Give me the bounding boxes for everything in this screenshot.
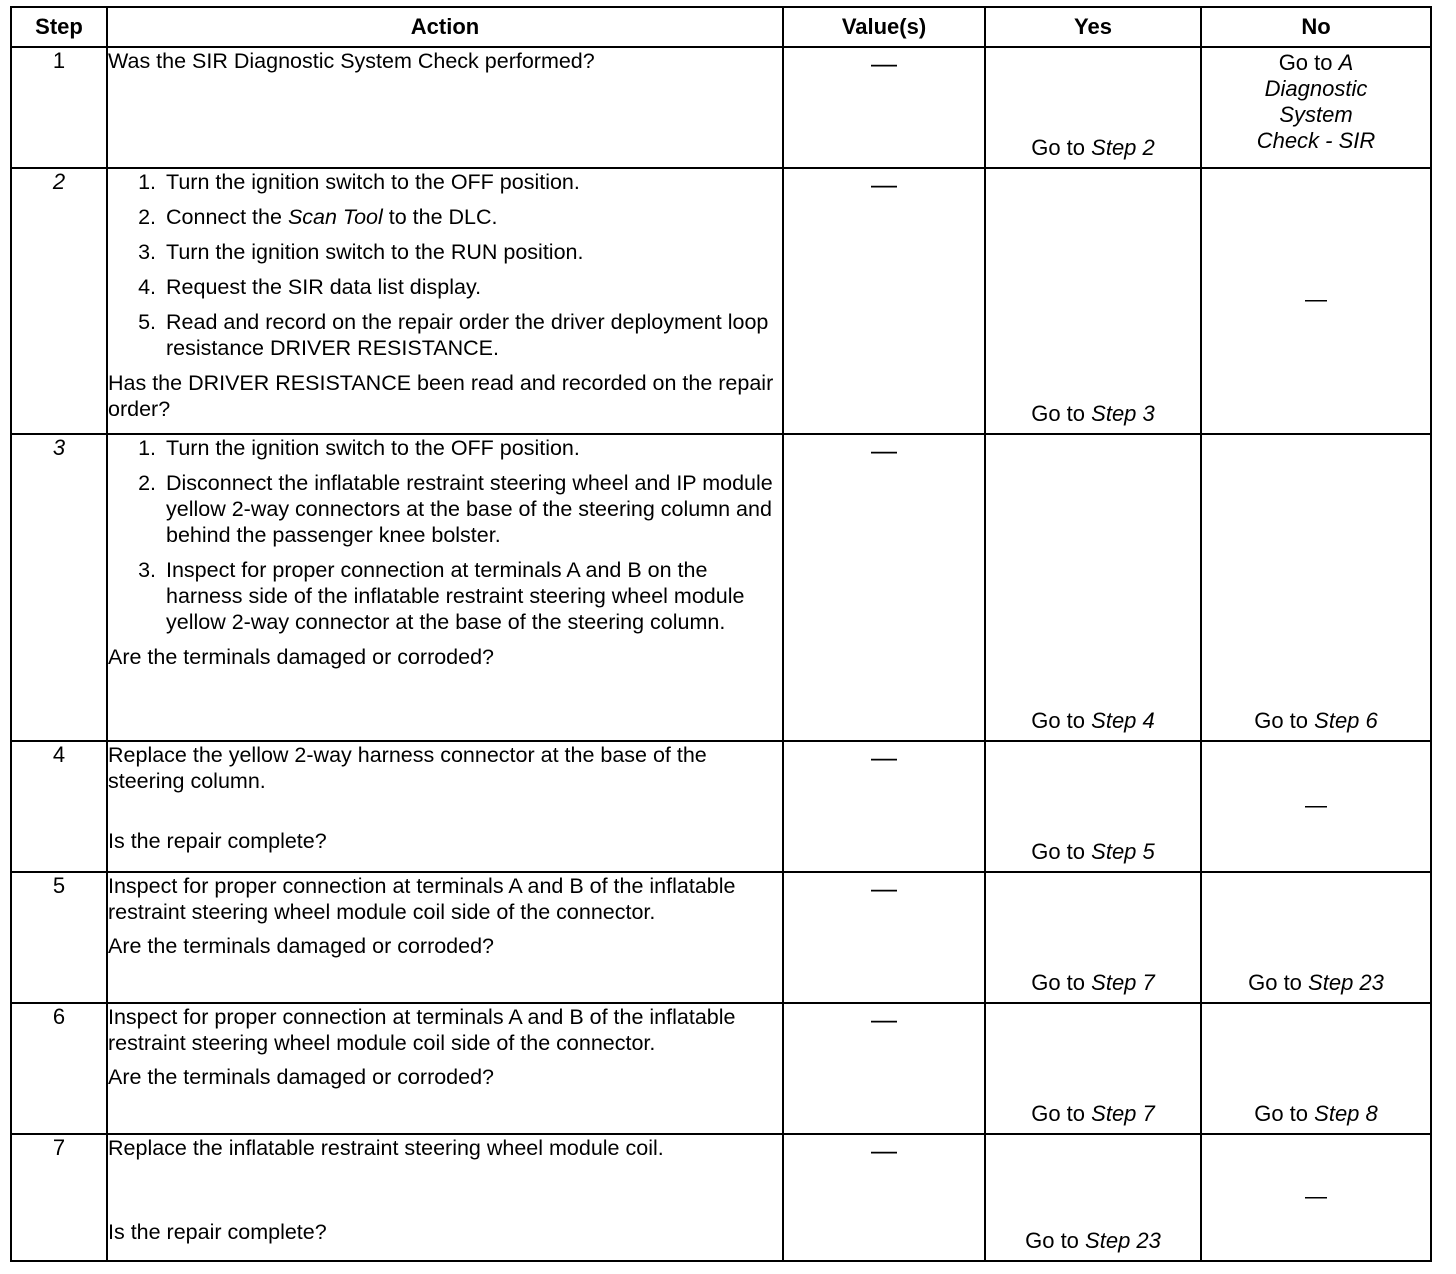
action-step: 1. Turn the ignition switch to the OFF position.	[162, 169, 782, 195]
action-question: Has the DRIVER RESISTANCE been read and recorded on the repair order?	[108, 371, 774, 421]
no-target: Step 8	[1314, 1101, 1378, 1126]
yes-outcome: Go to Step 4	[1031, 708, 1155, 733]
action-step: 1. Turn the ignition switch to the OFF position.	[162, 435, 782, 461]
yes-cell	[985, 47, 1201, 168]
yes-target: Step 4	[1091, 708, 1155, 733]
table-row	[11, 741, 1431, 872]
no-outcome: Go to A Diagnostic System Check - SIR	[1256, 50, 1376, 153]
action-step: 4. Request the SIR data list display.	[162, 274, 782, 300]
action-step: 5. Read and record on the repair order the driver deployment loop resistance DRIVER RESISTANCE.	[162, 309, 782, 361]
action-cell	[107, 1003, 783, 1134]
action-cell	[107, 434, 783, 741]
action-text: Inspect for proper connection at terminals A and B of the inflatable restraint steering wheel module coil side of the connector.	[108, 874, 736, 924]
step-number: 1	[11, 47, 107, 168]
yes-outcome: Go to Step 23	[1025, 1228, 1161, 1253]
step-number: 2	[11, 168, 107, 434]
value-cell: —	[783, 434, 985, 741]
value-cell: —	[783, 1003, 985, 1134]
no-cell	[1201, 1134, 1431, 1261]
yes-target: Step 2	[1091, 135, 1155, 160]
step-number: 7	[11, 1134, 107, 1261]
action-step: 2. Disconnect the inflatable restraint steering wheel and IP module yellow 2-way connectors at the base of the steering column and behind the passenger knee bolster.	[162, 470, 782, 548]
header-values: Value(s)	[783, 7, 985, 47]
step-number: 5	[11, 872, 107, 1003]
action-text: Replace the yellow 2-way harness connector at the base of the steering column.	[108, 743, 707, 793]
yes-target: Step 7	[1091, 970, 1155, 995]
no-cell	[1201, 872, 1431, 1003]
no-cell	[1201, 168, 1431, 434]
action-step: 2. Connect the Scan Tool to the DLC.	[162, 204, 782, 230]
header-action: Action	[107, 7, 783, 47]
yes-cell	[985, 1134, 1201, 1261]
header-yes: Yes	[985, 7, 1201, 47]
no-target: Step 23	[1308, 970, 1384, 995]
action-cell	[107, 741, 783, 872]
action-cell	[107, 47, 783, 168]
action-question: Is the repair complete?	[108, 1220, 327, 1244]
yes-cell	[985, 872, 1201, 1003]
yes-cell	[985, 1003, 1201, 1134]
yes-target: Step 5	[1091, 839, 1155, 864]
yes-outcome: Go to Step 5	[1031, 839, 1155, 864]
no-dash: —	[1305, 286, 1327, 312]
action-question: Are the terminals damaged or corroded?	[108, 1065, 495, 1089]
action-steps	[108, 169, 782, 361]
header-step: Step	[11, 7, 107, 47]
no-dash: —	[1305, 792, 1327, 818]
value-cell: —	[783, 1134, 985, 1261]
yes-target: Step 7	[1091, 1101, 1155, 1126]
yes-outcome: Go to Step 7	[1031, 1101, 1155, 1126]
no-cell	[1201, 434, 1431, 741]
no-outcome: Go to Step 8	[1254, 1101, 1378, 1126]
table-row	[11, 168, 1431, 434]
action-cell	[107, 168, 783, 434]
action-steps	[108, 435, 782, 635]
action-cell	[107, 1134, 783, 1261]
no-cell	[1201, 1003, 1431, 1134]
action-question: Are the terminals damaged or corroded?	[108, 645, 495, 669]
no-dash: —	[1305, 1183, 1327, 1209]
table-row	[11, 1003, 1431, 1134]
no-outcome: Go to Step 23	[1248, 970, 1384, 995]
yes-cell	[985, 434, 1201, 741]
value-cell: —	[783, 872, 985, 1003]
no-outcome: Go to Step 6	[1254, 708, 1378, 733]
table-row	[11, 1134, 1431, 1261]
step-number: 3	[11, 434, 107, 741]
value-cell: —	[783, 741, 985, 872]
action-question: Are the terminals damaged or corroded?	[108, 934, 495, 958]
action-step: 3. Turn the ignition switch to the RUN position.	[162, 239, 782, 265]
header-row	[11, 7, 1431, 47]
diagnostic-table	[10, 6, 1432, 1262]
value-cell: —	[783, 168, 985, 434]
yes-outcome: Go to Step 7	[1031, 970, 1155, 995]
no-cell	[1201, 47, 1431, 168]
action-text: Replace the inflatable restraint steering wheel module coil.	[108, 1136, 664, 1160]
action-step: 3. Inspect for proper connection at terminals A and B on the harness side of the inflatable restraint steering wheel module yellow 2-way connector at the base of the steering column.	[162, 557, 782, 635]
table-row	[11, 872, 1431, 1003]
action-question: Is the repair complete?	[108, 829, 327, 853]
action-text: Inspect for proper connection at terminals A and B of the inflatable restraint steering wheel module coil side of the connector.	[108, 1005, 736, 1055]
no-cell	[1201, 741, 1431, 872]
yes-cell	[985, 168, 1201, 434]
yes-outcome: Go to Step 3	[1031, 401, 1155, 426]
header-no: No	[1201, 7, 1431, 47]
step-number: 6	[11, 1003, 107, 1134]
yes-target: Step 23	[1085, 1228, 1161, 1253]
action-cell	[107, 872, 783, 1003]
yes-outcome: Go to Step 2	[1031, 135, 1155, 160]
no-target: Step 6	[1314, 708, 1378, 733]
step-number: 4	[11, 741, 107, 872]
value-cell: —	[783, 47, 985, 168]
action-question: Was the SIR Diagnostic System Check performed?	[108, 49, 595, 73]
table-row	[11, 434, 1431, 741]
yes-cell	[985, 741, 1201, 872]
yes-target: Step 3	[1091, 401, 1155, 426]
table-row	[11, 47, 1431, 168]
